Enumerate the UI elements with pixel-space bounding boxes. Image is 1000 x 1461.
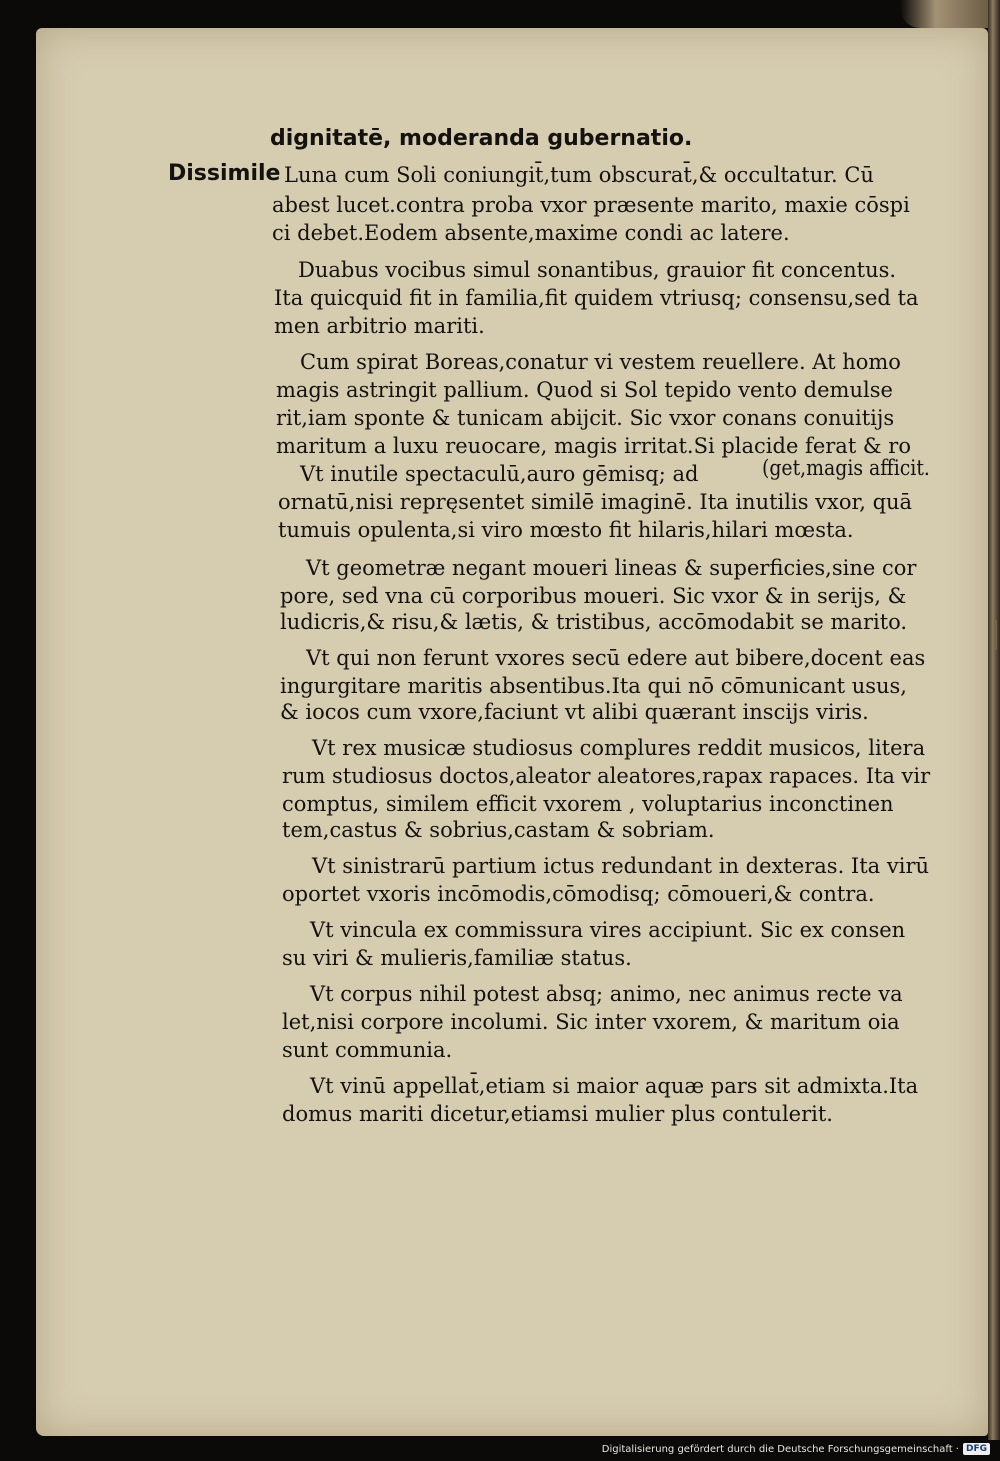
text-line-12-continuation: (get,magis afficit. — [762, 456, 930, 480]
text-line-12: Vt inutile spectaculū,auro gēmisq; ad — [300, 462, 699, 486]
text-line-2: Luna cum Soli coniungit̄,tum obscurat̄,& occultatur. Cū — [284, 163, 874, 187]
page-top-damage — [900, 0, 990, 28]
text-line-16: pore, sed vna cū corporibus moueri. Sic vxor & in serijs, & — [280, 584, 907, 608]
text-line-29: Vt corpus nihil potest absq; animo, nec animus recte va — [310, 982, 903, 1006]
edge-mark — [995, 620, 997, 650]
text-line-20: & iocos cum vxore,faciunt vt alibi quærant inscijs viris. — [280, 700, 869, 724]
text-line-10: rit,iam sponte & tunicam abijcit. Sic vxor conans conuitijs — [276, 406, 895, 430]
marginal-note: Dissimile — [168, 161, 281, 186]
text-line-17: ludicris,& risu,& lætis, & tristibus, accōmodabit se marito. — [280, 610, 908, 634]
text-line-24: tem,castus & sobrius,castam & sobriam. — [282, 818, 715, 842]
text-line-28: su viri & mulieris,familiæ status. — [282, 946, 632, 970]
text-line-7: men arbitrio mariti. — [274, 314, 485, 338]
text-line-15: Vt geometræ negant moueri lineas & superficies,sine cor — [306, 556, 917, 580]
text-line-30: let,nisi corpore incolumi. Sic inter vxorem, & maritum oia — [282, 1010, 900, 1034]
text-line-26: oportet vxoris incōmodis,cōmodisq; cōmoueri,& contra. — [282, 882, 875, 906]
text-line-18: Vt qui non ferunt vxores secū edere aut bibere,docent eas — [306, 646, 926, 670]
text-line-27: Vt vincula ex commissura vires accipiunt. Sic ex consen — [310, 918, 906, 942]
text-line-9: magis astringit pallium. Quod si Sol tepido vento demulse — [276, 378, 893, 402]
text-line-21: Vt rex musicæ studiosus complures reddit musicos, litera — [312, 736, 926, 760]
text-line-4: ci debet.Eodem absente,maxime condi ac latere. — [272, 221, 790, 245]
text-line-5: Duabus vocibus simul sonantibus, grauior fit concentus. — [298, 258, 897, 282]
text-line-33: domus mariti dicetur,etiamsi mulier plus contulerit. — [282, 1102, 833, 1126]
dfg-logo-icon: DFG — [963, 1443, 990, 1455]
text-line-6: Ita quicquid fit in familia,fit quidem vtriusq; consensu,sed ta — [274, 286, 919, 310]
digitization-footer — [602, 1439, 990, 1459]
footer-credit: Digitalisierung gefördert durch die Deutsche Forschungsgemeinschaft · — [601, 1443, 959, 1455]
text-line-19: ingurgitare maritis absentibus.Ita qui nō cōmunicant usus, — [280, 674, 907, 698]
text-line-13: ornatū,nisi repręsentet similē imaginē. Ita inutilis vxor, quā — [278, 490, 913, 514]
text-line-3: abest lucet.contra proba vxor præsente marito, maxie cōspi — [272, 193, 910, 217]
page-edge — [988, 0, 1000, 1440]
text-line-32: Vt vinū appellat̄,etiam si maior aquæ pars sit admixta.Ita — [310, 1074, 919, 1098]
text-line-31: sunt communia. — [282, 1038, 453, 1062]
text-line-1: dignitatē, moderanda gubernatio. — [270, 126, 693, 151]
text-line-8: Cum spirat Boreas,conatur vi vestem reuellere. At homo — [300, 350, 901, 374]
text-line-25: Vt sinistrarū partium ictus redundant in dexteras. Ita virū — [312, 854, 930, 878]
text-line-11: maritum a luxu reuocare, magis irritat.Si placide ferat & ro — [276, 434, 911, 458]
text-line-14: tumuis opulenta,si viro mœsto fit hilaris,hilari mœsta. — [278, 518, 854, 542]
text-line-23: comptus, similem efficit vxorem , voluptarius inconctinen — [282, 792, 894, 816]
text-line-22: rum studiosus doctos,aleator aleatores,rapax rapaces. Ita vir — [282, 764, 931, 788]
